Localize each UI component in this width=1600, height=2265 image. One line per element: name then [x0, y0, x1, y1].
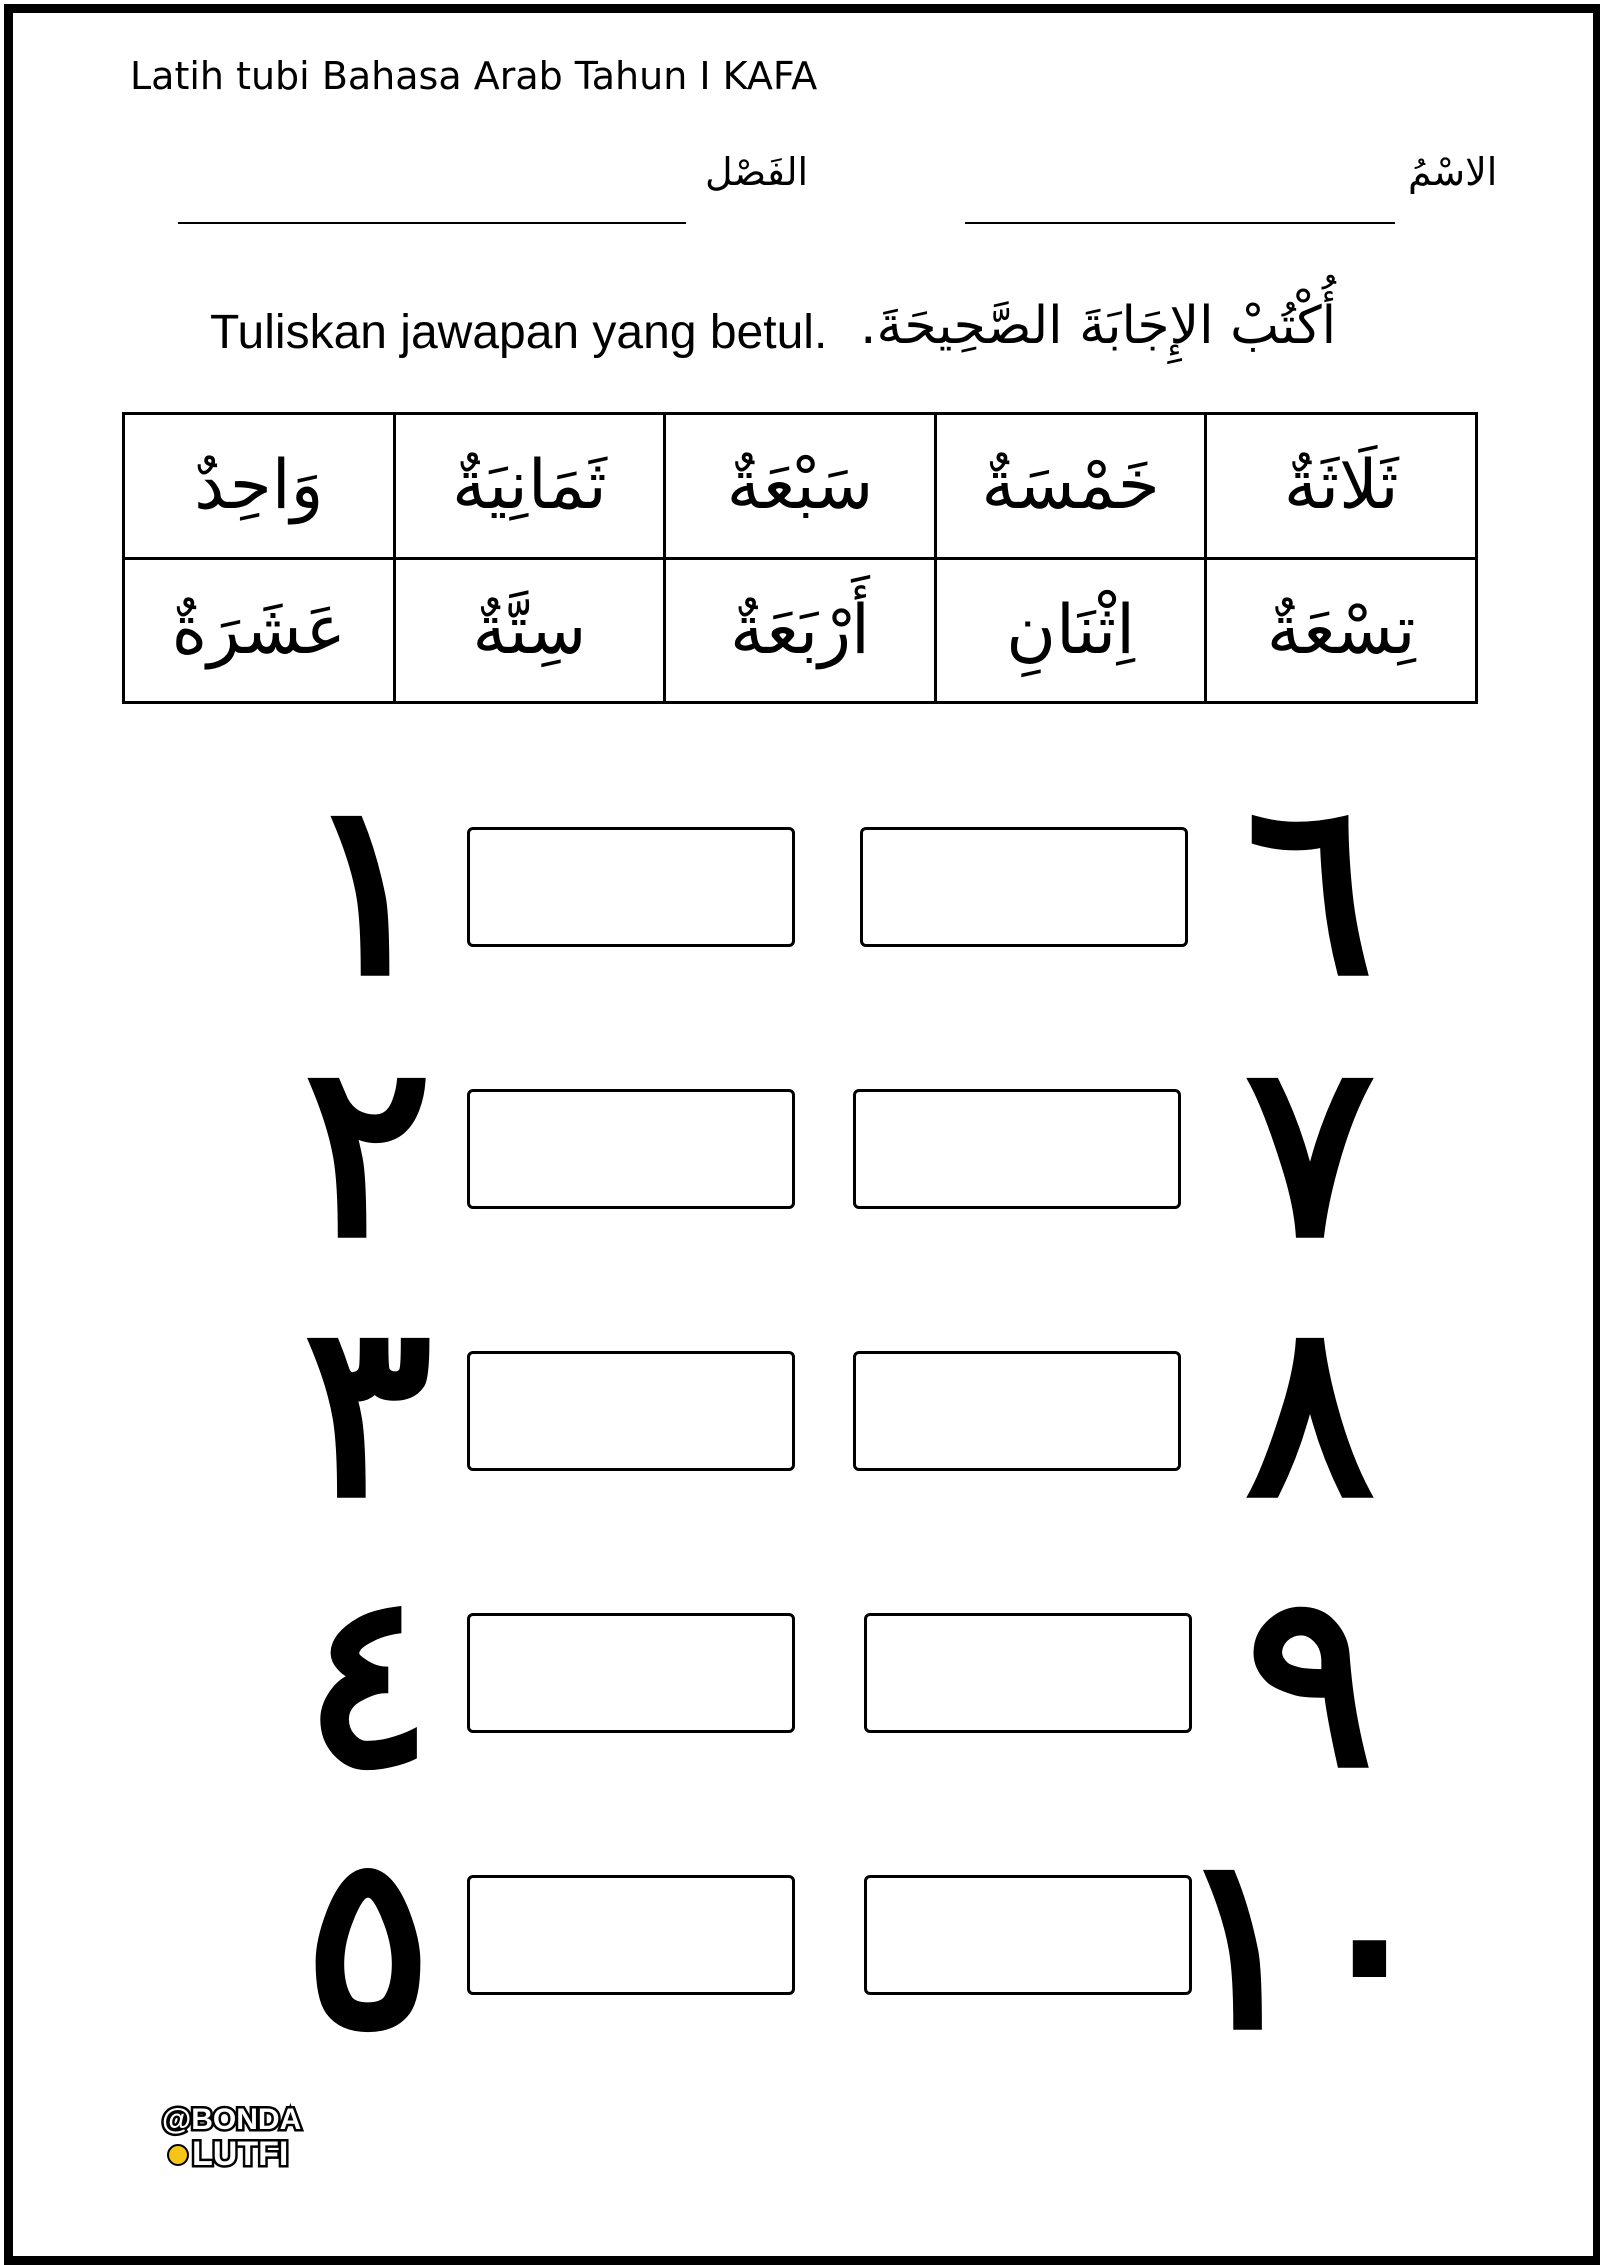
answer-box-10[interactable]: [864, 1875, 1192, 1995]
answer-box-4[interactable]: [467, 1613, 795, 1733]
numeral-7: ٧: [1245, 1009, 1375, 1291]
word-wahid: وَاحِدٌ: [124, 414, 395, 559]
numeral-5: ٥: [303, 1801, 433, 2083]
class-answer-line[interactable]: [178, 222, 686, 224]
smiley-icon: [168, 2145, 188, 2165]
numeral-4: ٤: [303, 1539, 433, 1821]
numeral-9: ٩: [1245, 1539, 1375, 1821]
logo-line2: LUTFI: [192, 2135, 289, 2173]
word-tisaa: تِسْعَةٌ: [1206, 558, 1477, 703]
instruction-malay: Tuliskan jawapan yang betul.: [210, 306, 828, 359]
bonda-lutfi-logo: [158, 2095, 318, 2175]
numeral-3: ٣: [303, 1269, 433, 1551]
answer-box-1[interactable]: [467, 827, 795, 947]
numeral-10: ١٠: [1176, 1801, 1434, 2083]
word-thalatha: ثَلَاثَةٌ: [1206, 414, 1477, 559]
answer-box-5[interactable]: [467, 1875, 795, 1995]
answer-box-8[interactable]: [853, 1351, 1181, 1471]
name-answer-line[interactable]: [965, 222, 1395, 224]
word-bank-table: [122, 412, 1478, 704]
word-bank-row: [124, 414, 1477, 559]
word-sabaa: سَبْعَةٌ: [665, 414, 936, 559]
name-label: الاسْمُ: [1408, 150, 1498, 194]
word-bank-row: [124, 558, 1477, 703]
word-ithnan: اِثْنَانِ: [935, 558, 1206, 703]
numeral-6: ٦: [1245, 747, 1375, 1029]
word-thamaniya: ثَمَانِيَةٌ: [394, 414, 665, 559]
logo-line1: @BONDA: [162, 2103, 302, 2136]
answer-box-6[interactable]: [860, 827, 1188, 947]
answer-box-9[interactable]: [864, 1613, 1192, 1733]
word-sitta: سِتَّةٌ: [394, 558, 665, 703]
class-label: الفَصْل: [705, 150, 809, 194]
numeral-2: ٢: [303, 1009, 433, 1291]
answer-box-3[interactable]: [467, 1351, 795, 1471]
answer-box-2[interactable]: [467, 1089, 795, 1209]
word-arbaa: أَرْبَعَةٌ: [665, 558, 936, 703]
worksheet-title: Latih tubi Bahasa Arab Tahun I KAFA: [130, 54, 818, 98]
word-khamsa: خَمْسَةٌ: [935, 414, 1206, 559]
numeral-1: ١: [303, 747, 433, 1029]
word-ashara: عَشَرَةٌ: [124, 558, 395, 703]
instruction-arabic: أُكْتُبْ الإِجَابَةَ الصَّحِيحَةَ.: [860, 296, 1337, 356]
answer-box-7[interactable]: [853, 1089, 1181, 1209]
numeral-8: ٨: [1245, 1269, 1375, 1551]
